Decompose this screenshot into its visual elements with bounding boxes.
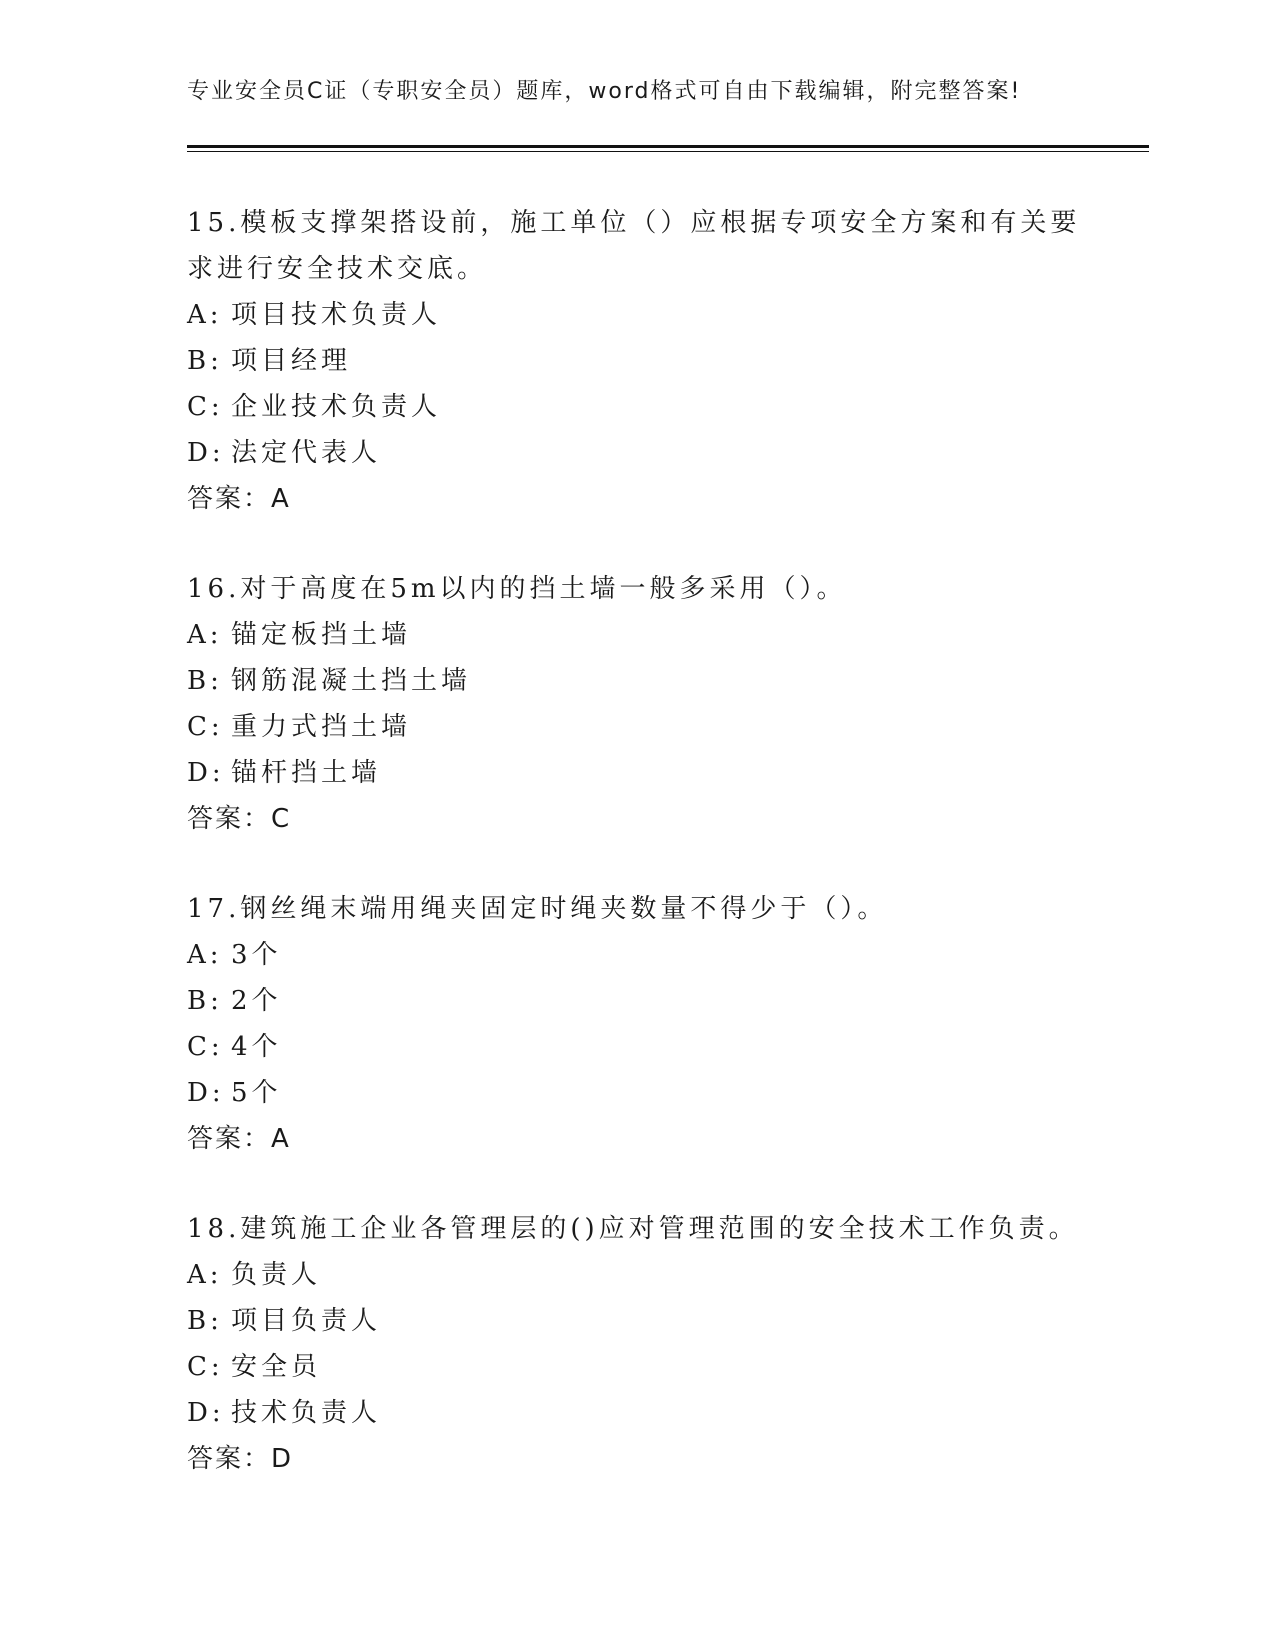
option-text: 项目负责人 bbox=[231, 1306, 382, 1336]
option-b bbox=[187, 338, 1107, 384]
option-label: B: bbox=[187, 346, 223, 376]
option-label: B: bbox=[187, 666, 223, 696]
option-label: D: bbox=[187, 758, 225, 788]
option-text: 锚定板挡土墙 bbox=[231, 620, 412, 650]
option-text: 钢筋混凝土挡土墙 bbox=[231, 666, 472, 696]
question-stem: 15.模板支撑架搭设前，施工单位（）应根据专项安全方案和有关要求进行安全技术交底。 bbox=[187, 208, 1081, 284]
answer-line: 答案：D bbox=[187, 1444, 294, 1474]
option-a bbox=[187, 612, 1107, 658]
option-label: A: bbox=[187, 300, 223, 330]
option-a bbox=[187, 932, 1107, 978]
option-label: B: bbox=[187, 986, 223, 1016]
question-stem: 17.钢丝绳末端用绳夹固定时绳夹数量不得少于（）。 bbox=[187, 894, 888, 924]
question-stem: 16.对于高度在5m以内的挡土墙一般多采用（）。 bbox=[187, 574, 847, 604]
option-text: 2个 bbox=[231, 986, 282, 1016]
option-label: C: bbox=[187, 392, 224, 422]
option-text: 安全员 bbox=[231, 1352, 322, 1382]
question-list bbox=[187, 200, 1107, 1526]
option-a bbox=[187, 1252, 1107, 1298]
option-text: 锚杆挡土墙 bbox=[231, 758, 382, 788]
option-c bbox=[187, 704, 1107, 750]
option-label: A: bbox=[187, 940, 223, 970]
question-16 bbox=[187, 566, 1107, 842]
option-b bbox=[187, 1298, 1107, 1344]
header-rule-thick bbox=[187, 145, 1149, 148]
option-label: B: bbox=[187, 1306, 223, 1336]
option-d bbox=[187, 750, 1107, 796]
option-text: 重力式挡土墙 bbox=[231, 712, 412, 742]
option-text: 法定代表人 bbox=[231, 438, 382, 468]
option-text: 负责人 bbox=[231, 1260, 322, 1290]
option-d bbox=[187, 1070, 1107, 1116]
option-text: 技术负责人 bbox=[231, 1398, 382, 1428]
option-b bbox=[187, 978, 1107, 1024]
question-stem: 18.建筑施工企业各管理层的()应对管理范围的安全技术工作负责。 bbox=[187, 1214, 1079, 1244]
answer-line: 答案：A bbox=[187, 484, 291, 514]
answer-line: 答案：A bbox=[187, 1124, 291, 1154]
question-17 bbox=[187, 886, 1107, 1162]
option-label: D: bbox=[187, 438, 225, 468]
option-label: C: bbox=[187, 1352, 224, 1382]
option-text: 项目经理 bbox=[231, 346, 352, 376]
option-text: 3个 bbox=[231, 940, 282, 970]
option-a bbox=[187, 292, 1107, 338]
option-text: 4个 bbox=[231, 1032, 282, 1062]
option-label: D: bbox=[187, 1398, 225, 1428]
option-d bbox=[187, 430, 1107, 476]
option-c bbox=[187, 1344, 1107, 1390]
option-d bbox=[187, 1390, 1107, 1436]
option-text: 5个 bbox=[231, 1078, 282, 1108]
answer-line: 答案：C bbox=[187, 804, 292, 834]
option-label: A: bbox=[187, 620, 223, 650]
option-c bbox=[187, 1024, 1107, 1070]
option-b bbox=[187, 658, 1107, 704]
option-label: D: bbox=[187, 1078, 225, 1108]
header-rule-thin bbox=[187, 151, 1149, 152]
option-text: 企业技术负责人 bbox=[231, 392, 442, 422]
question-18 bbox=[187, 1206, 1107, 1482]
option-text: 项目技术负责人 bbox=[231, 300, 442, 330]
question-15 bbox=[187, 200, 1107, 522]
option-label: C: bbox=[187, 1032, 224, 1062]
page-header: 专业安全员C证（专职安全员）题库，word格式可自由下载编辑，附完整答案! bbox=[187, 79, 1022, 104]
option-label: A: bbox=[187, 1260, 223, 1290]
option-c bbox=[187, 384, 1107, 430]
option-label: C: bbox=[187, 712, 224, 742]
